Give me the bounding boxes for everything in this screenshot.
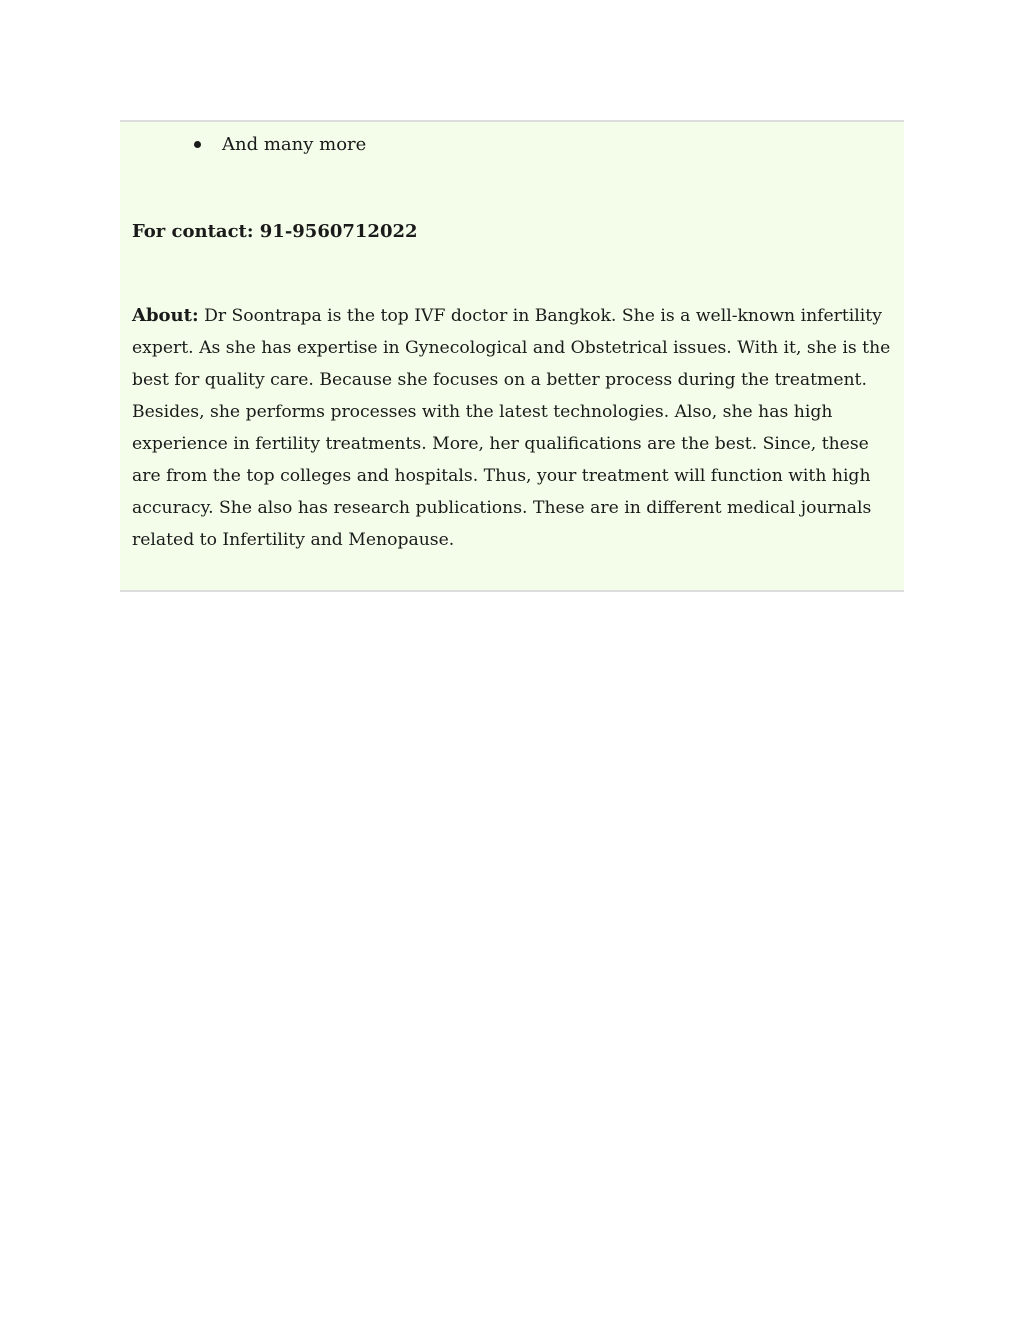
about-paragraph	[132, 300, 896, 556]
contact-line: For contact: 91-9560712022	[132, 221, 418, 242]
list-item-text: And many more	[222, 134, 367, 155]
list-item	[192, 132, 366, 158]
bullet-list	[192, 132, 366, 158]
about-label: About:	[132, 305, 199, 326]
about-text: Dr Soontrapa is the top IVF doctor in Bangkok. She is a well-known infertility expert. As she has expertise in Gynecological and Obstetrical issues. With it, she is the best for quality care. Because she focuses on a better process during the treatment. Besides, she performs processes with the latest technologies. Also, she has high experience in fertility treatments. More, her qualifications are the best. Since, these are from the top colleges and hospitals. Thus, your treatment will function with high accuracy. She also has research publications. These are in different medical journals related to Infertility and Menopause.	[132, 306, 891, 550]
bullet-icon	[194, 141, 201, 148]
content-box	[120, 120, 904, 592]
